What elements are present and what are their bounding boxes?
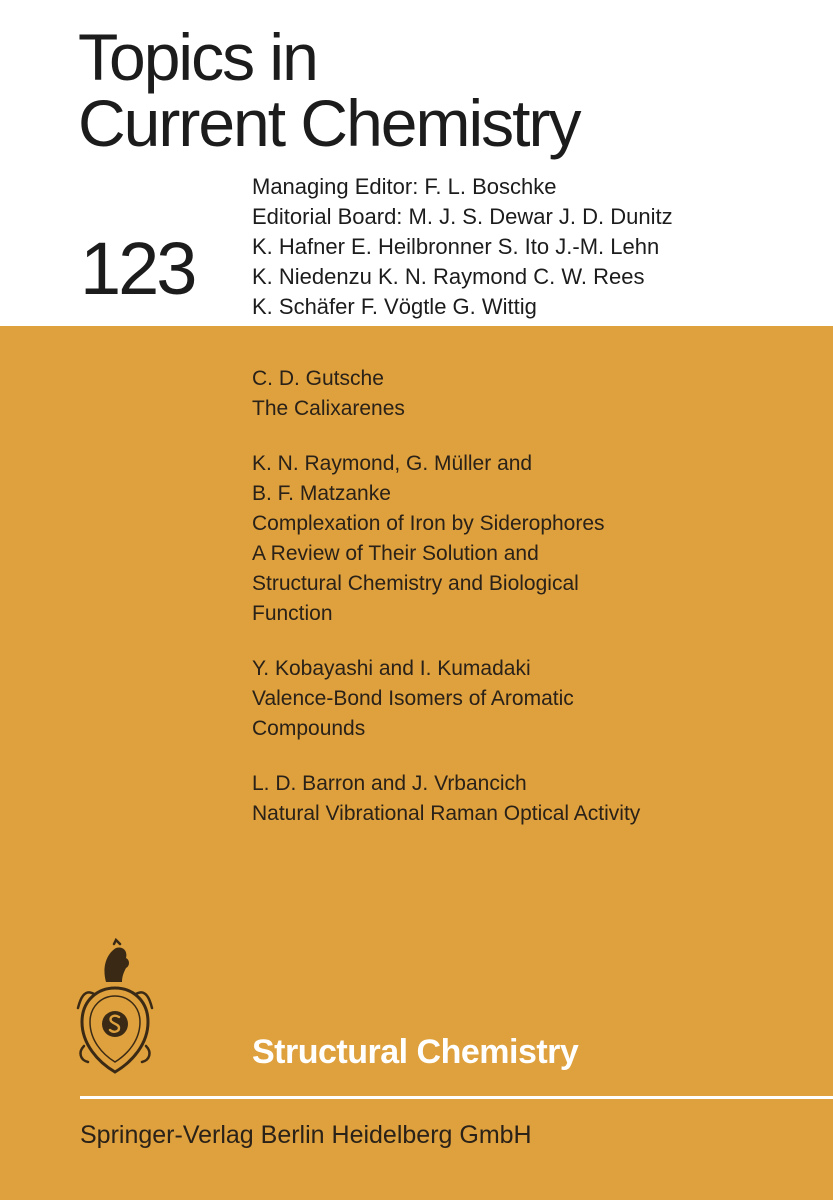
publisher-name: Springer-Verlag Berlin Heidelberg GmbH — [80, 1121, 532, 1149]
editor-line: Editorial Board: M. J. S. Dewar J. D. Dunitz — [252, 204, 673, 229]
article-entry — [252, 654, 812, 744]
article-entry — [252, 769, 812, 829]
article-title: Compounds — [252, 717, 366, 740]
editor-line: K. Schäfer F. Vögtle G. Wittig — [252, 294, 537, 319]
table-of-contents — [252, 364, 812, 854]
volume-number: 123 — [80, 227, 195, 310]
article-entry — [252, 449, 812, 629]
article-authors: Y. Kobayashi and I. Kumadaki — [252, 657, 531, 680]
article-authors: B. F. Matzanke — [252, 482, 391, 505]
article-title: The Calixarenes — [252, 397, 405, 420]
series-title — [78, 20, 580, 160]
subject-title: Structural Chemistry — [252, 1033, 579, 1071]
article-title: Natural Vibrational Raman Optical Activity — [252, 802, 641, 825]
article-authors: L. D. Barron and J. Vrbancich — [252, 772, 527, 795]
series-title-line-2: Current Chemistry — [78, 86, 580, 160]
cover-header — [0, 0, 833, 326]
article-authors: C. D. Gutsche — [252, 367, 384, 390]
editor-line: Managing Editor: F. L. Boschke — [252, 174, 557, 199]
article-title: Function — [252, 602, 333, 625]
article-title: A Review of Their Solution and — [252, 542, 539, 565]
editor-line: K. Niedenzu K. N. Raymond C. W. Rees — [252, 264, 645, 289]
series-title-line-1: Topics in — [78, 20, 317, 94]
article-title: Structural Chemistry and Biological — [252, 572, 579, 595]
springer-knight-logo-icon — [74, 938, 156, 1076]
article-entry — [252, 364, 812, 424]
divider-rule — [80, 1096, 833, 1099]
editorial-board — [252, 172, 827, 322]
editor-line: K. Hafner E. Heilbronner S. Ito J.-M. Lehn — [252, 234, 660, 259]
article-authors: K. N. Raymond, G. Müller and — [252, 452, 533, 475]
article-title: Valence-Bond Isomers of Aromatic — [252, 687, 574, 710]
article-title: Complexation of Iron by Siderophores — [252, 512, 605, 535]
